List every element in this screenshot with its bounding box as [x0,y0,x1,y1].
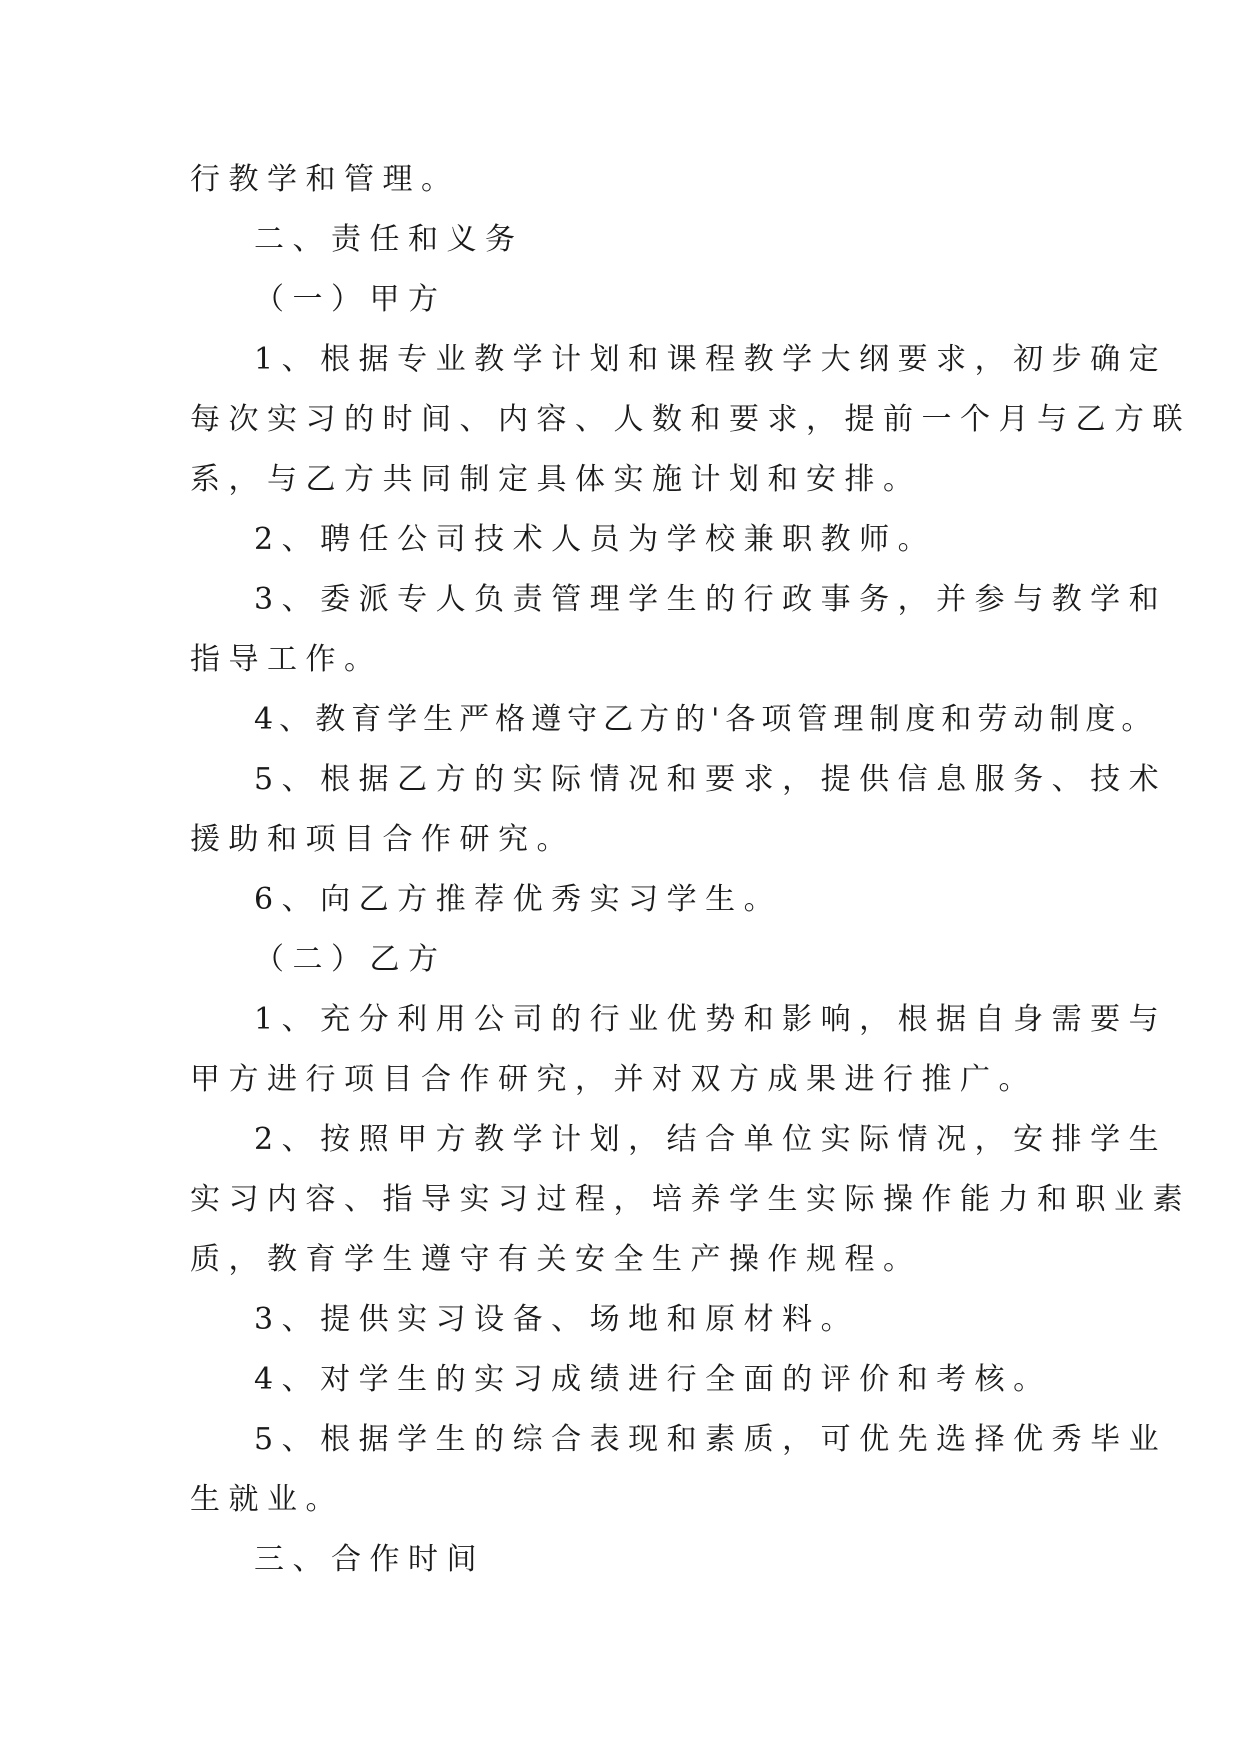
party-a-item-6: 6、向乙方推荐优秀实习学生。 [254,882,783,917]
party-a-item-3-line-2: 指导工作。 [190,642,383,677]
party-a-item-5-line-2: 援助和项目合作研究。 [190,822,575,857]
party-b-item-2-line-2: 实习内容、指导实习过程，培养学生实际操作能力和职业素 [190,1182,1191,1217]
section-heading-responsibilities: 二、责任和义务 [254,222,524,257]
party-a-item-5-line-1: 5、根据乙方的实际情况和要求，提供信息服务、技术 [254,762,1168,797]
party-a-item-3-line-1: 3、委派专人负责管理学生的行政事务，并参与教学和 [254,582,1168,617]
party-b-item-1-line-2: 甲方进行项目合作研究，并对双方成果进行推广。 [190,1062,1037,1097]
party-b-item-3: 3、提供实习设备、场地和原材料。 [254,1302,860,1337]
party-b-item-4: 4、对学生的实习成绩进行全面的评价和考核。 [254,1362,1052,1397]
party-a-item-1-line-1: 1、根据专业教学计划和课程教学大纲要求，初步确定 [254,342,1168,377]
subsection-heading-party-a: （一）甲方 [254,282,447,317]
party-a-item-2: 2、聘任公司技术人员为学校兼职教师。 [254,522,937,557]
party-b-item-2-line-3: 质，教育学生遵守有关安全生产操作规程。 [190,1242,922,1277]
party-a-item-1-line-2: 每次实习的时间、内容、人数和要求，提前一个月与乙方联 [190,402,1191,437]
section-heading-cooperation-time: 三、合作时间 [254,1542,485,1577]
party-b-item-5-line-2: 生就业。 [190,1482,344,1517]
party-b-item-5-line-1: 5、根据学生的综合表现和素质，可优先选择优秀毕业 [254,1422,1168,1457]
party-b-item-1-line-1: 1、充分利用公司的行业优势和影响，根据自身需要与 [254,1002,1168,1037]
party-a-item-1-line-3: 系，与乙方共同制定具体实施计划和安排。 [190,462,922,497]
subsection-heading-party-b: （二）乙方 [254,942,447,977]
party-b-item-2-line-1: 2、按照甲方教学计划，结合单位实际情况，安排学生 [254,1122,1168,1157]
text-line-continuation: 行教学和管理。 [190,162,460,197]
party-a-item-4: 4、教育学生严格遵守乙方的'各项管理制度和劳动制度。 [254,702,1158,737]
